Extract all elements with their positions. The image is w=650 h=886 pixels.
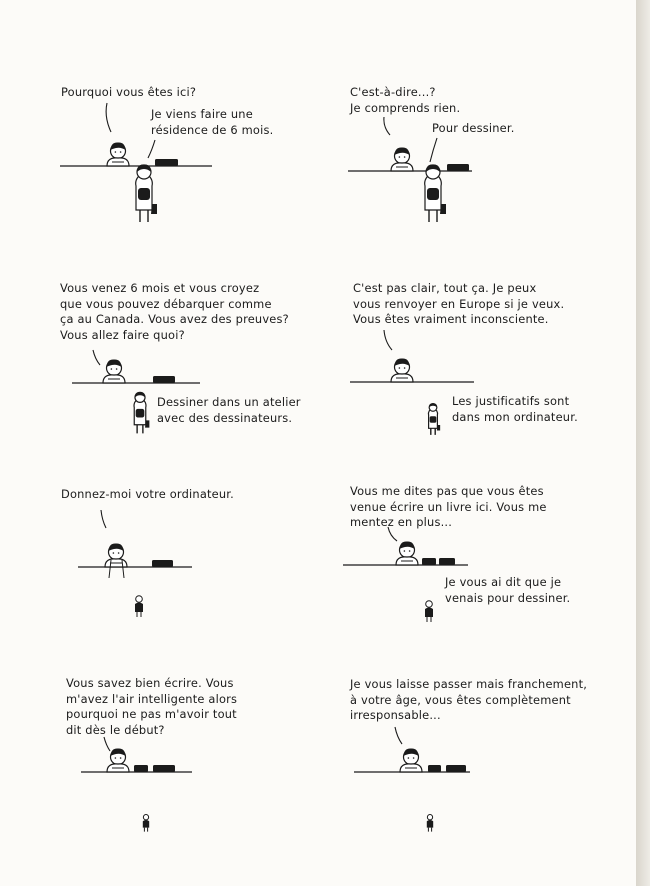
panel-1-officer-text: Pourquoi vous êtes ici? (61, 85, 197, 99)
panel-5-art (78, 510, 192, 617)
panel-6-officer-text: Vous me dites pas que vous êtes venue écrire un livre ici. Vous me mentez en plus... (350, 484, 547, 529)
panel-1-traveller-text: Je viens faire une résidence de 6 mois. (151, 107, 274, 137)
panel-3-traveller-text: Dessiner dans un atelier avec des dessinateurs. (157, 395, 301, 425)
panel-7-art (81, 737, 192, 832)
panel-8-art (354, 727, 470, 832)
panel-2-traveller-text: Pour dessiner. (432, 121, 515, 135)
panel-4-officer-text: C'est pas clair, tout ça. Je peux vous renvoyer en Europe si je veux. Vous êtes vraiment inconsciente. (353, 281, 565, 326)
panel-5-officer-text: Donnez-moi votre ordinateur. (61, 487, 234, 501)
panel-8-officer-text: Je vous laisse passer mais franchement, à votre âge, vous êtes complètement irresponsable... (350, 677, 588, 722)
panel-7-officer-text: Vous savez bien écrire. Vous m'avez l'air intelligente alors pourquoi ne pas m'avoir tout dit dès le début? (66, 676, 238, 737)
panel-3-officer-text: Vous venez 6 mois et vous croyez que vous pouvez débarquer comme ça au Canada. Vous avez des preuves? Vous allez faire quoi? (60, 281, 289, 342)
panel-6-traveller-text: Je vous ai dit que je venais pour dessiner. (445, 575, 571, 605)
panel-2-officer-text: C'est-à-dire...? Je comprends rien. (350, 85, 461, 115)
panel-4-traveller-text: Les justificatifs sont dans mon ordinateur. (452, 394, 578, 424)
